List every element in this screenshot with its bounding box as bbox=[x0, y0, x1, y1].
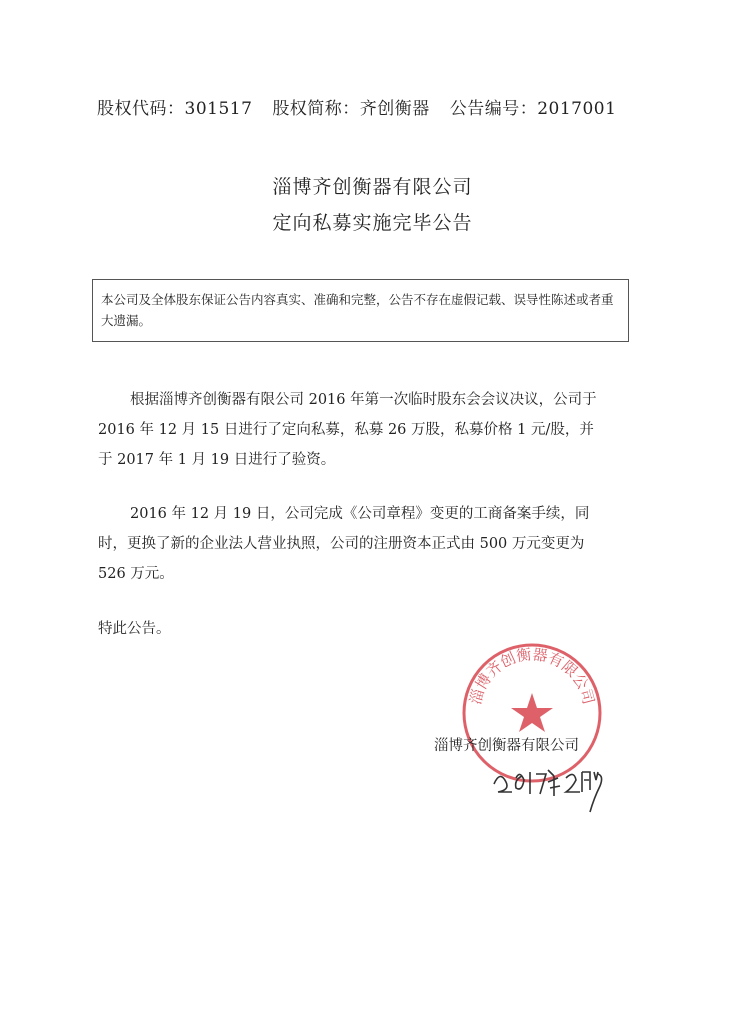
paragraph-text: 2016 年 12 月 19 日，公司完成《公司章程》变更的工商备案手续，同时，更换了新的企业法人营业执照，公司的注册资本正式由 500 万元变更为 526 万元。 bbox=[98, 506, 590, 582]
company-title: 淄博齐创衡器有限公司 bbox=[272, 176, 473, 198]
notice-title: 定向私募实施完毕公告 bbox=[272, 212, 473, 234]
stock-code: 股权代码：301517 bbox=[97, 99, 253, 119]
signature-company: 淄博齐创衡器有限公司 bbox=[434, 738, 579, 754]
closing-text: 特此公告。 bbox=[98, 621, 171, 637]
svg-text:淄博齐创衡器有限公司: 淄博齐创衡器有限公司 bbox=[466, 645, 598, 707]
body-paragraph-2 bbox=[98, 499, 608, 589]
body-paragraph-1 bbox=[98, 385, 608, 475]
disclaimer-text: 本公司及全体股东保证公告内容真实、准确和完整，公告不存在虚假记载、误导性陈述或者重大遗漏。 bbox=[101, 292, 614, 328]
paragraph-text: 根据淄博齐创衡器有限公司 2016 年第一次临时股东会会议决议，公司于 2016 年 12 月 15 日进行了定向私募，私募 26 万股，私募价格 1 元/股，并于 2017 年 1 月 19 日进行了验资。 bbox=[98, 392, 597, 468]
disclaimer-box bbox=[92, 279, 629, 342]
notice-header bbox=[97, 94, 616, 119]
stock-name: 股权简称：齐创衡器 bbox=[272, 99, 430, 119]
notice-number: 公告编号：2017001 bbox=[449, 99, 617, 119]
handwritten-date-signature bbox=[486, 756, 611, 816]
